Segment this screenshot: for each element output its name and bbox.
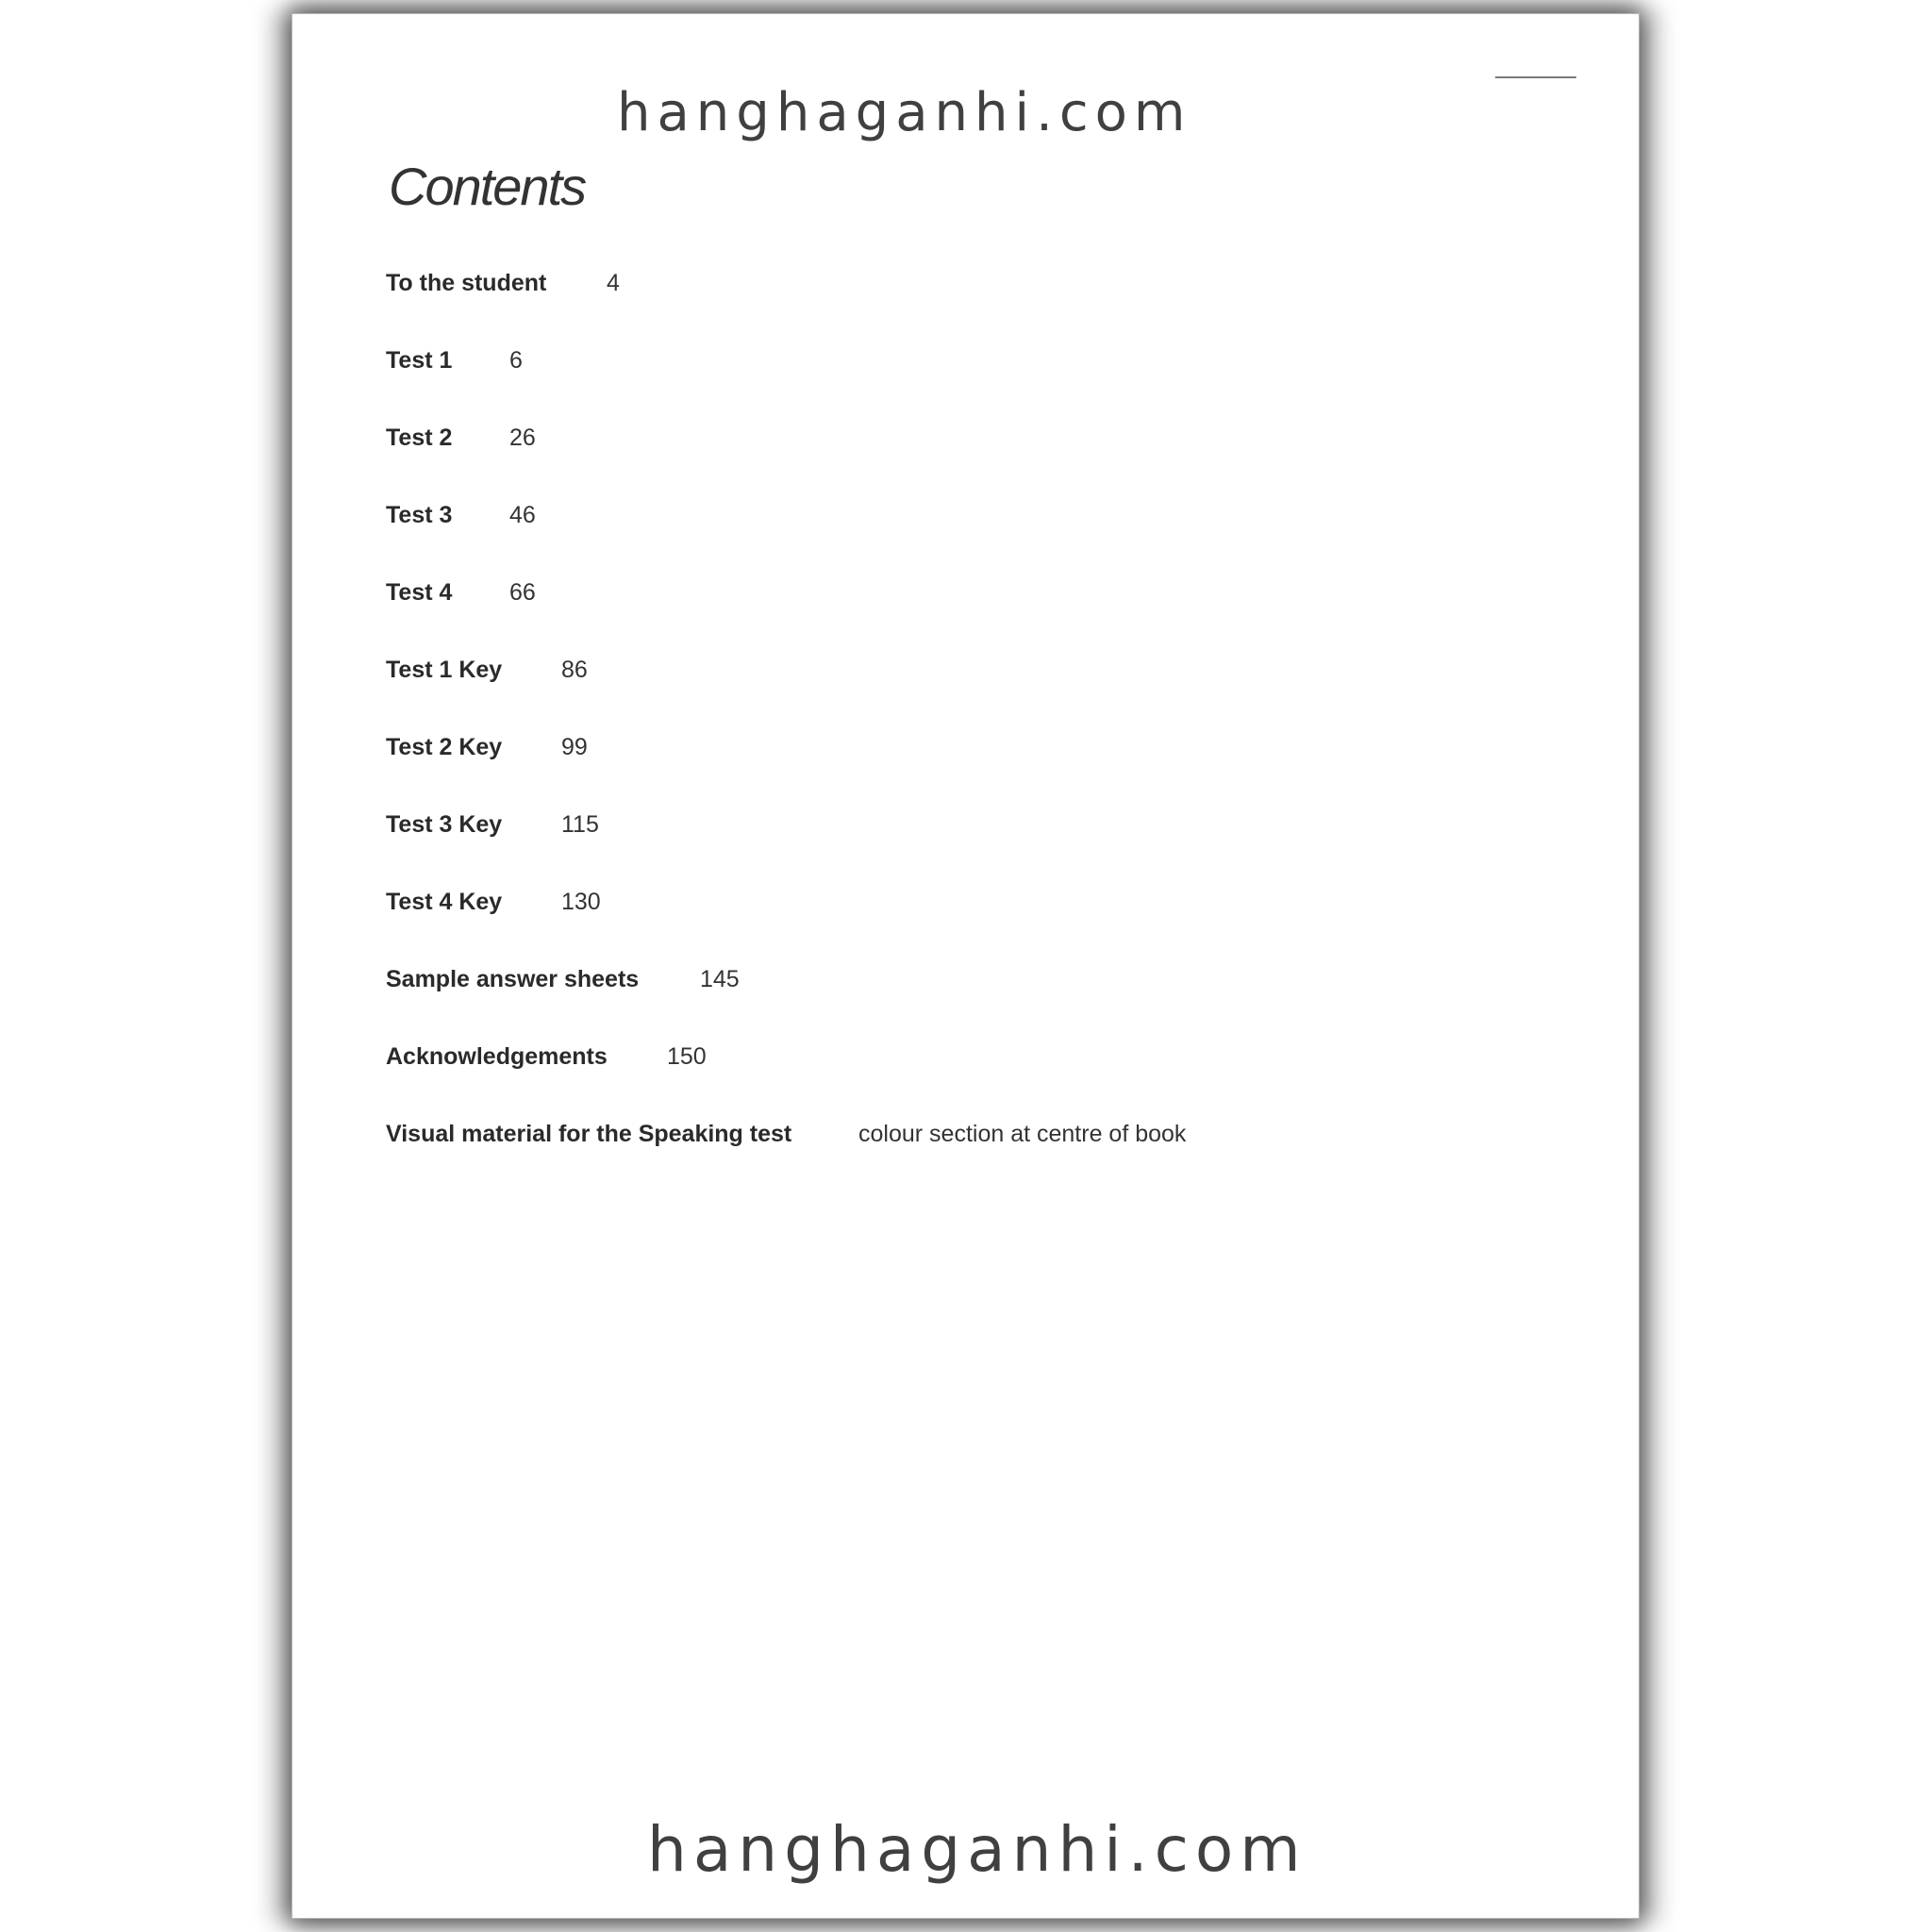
toc-entry-label: Sample answer sheets (386, 966, 640, 992)
toc-entry-label: Test 2 Key (386, 734, 503, 760)
toc-entry-page: 86 (561, 657, 588, 683)
toc-entry (386, 426, 536, 450)
toc-entry (386, 813, 599, 837)
toc-entry-label: To the student (386, 270, 547, 296)
toc-entry-label: Visual material for the Speaking test (386, 1121, 792, 1147)
toc-entry-label: Test 2 (386, 425, 453, 451)
toc-entry (386, 736, 588, 759)
toc-entry-label: Test 1 (386, 347, 453, 374)
toc-entry-label: Test 1 Key (386, 657, 503, 683)
toc-entry-label: Test 3 (386, 502, 453, 528)
toc-entry (386, 504, 536, 527)
toc-entry (386, 658, 588, 682)
toc-entry-page: 145 (700, 966, 740, 992)
toc-entry-page: 150 (667, 1043, 707, 1070)
page-title: Contents (389, 157, 586, 216)
watermark-top: hanghaganhi.com (617, 82, 1192, 143)
toc-entry (386, 349, 523, 373)
toc-entry-page: 46 (509, 502, 536, 528)
header-rule (1495, 76, 1576, 78)
toc-entry (386, 891, 601, 914)
toc-entry-page: 6 (509, 347, 523, 374)
toc-entry-label: Test 4 (386, 579, 453, 606)
toc-entry (386, 1045, 707, 1069)
toc-entry (386, 272, 620, 295)
toc-entry-page: 115 (561, 811, 599, 838)
toc-entry-page: colour section at centre of book (858, 1121, 1187, 1147)
toc-entry-page: 99 (561, 734, 588, 760)
toc-entry-label: Test 4 Key (386, 889, 503, 915)
toc-entry-page: 26 (509, 425, 536, 451)
toc-entry (386, 968, 740, 991)
toc-entry-page: 66 (509, 579, 536, 606)
toc-entry-page: 130 (561, 889, 601, 915)
toc-entry (386, 581, 536, 605)
toc-entry (386, 1123, 1186, 1146)
toc-entry-page: 4 (607, 270, 620, 296)
toc-entry-label: Test 3 Key (386, 811, 503, 838)
watermark-bottom: hanghaganhi.com (647, 1813, 1307, 1886)
toc-entry-label: Acknowledgements (386, 1043, 608, 1070)
